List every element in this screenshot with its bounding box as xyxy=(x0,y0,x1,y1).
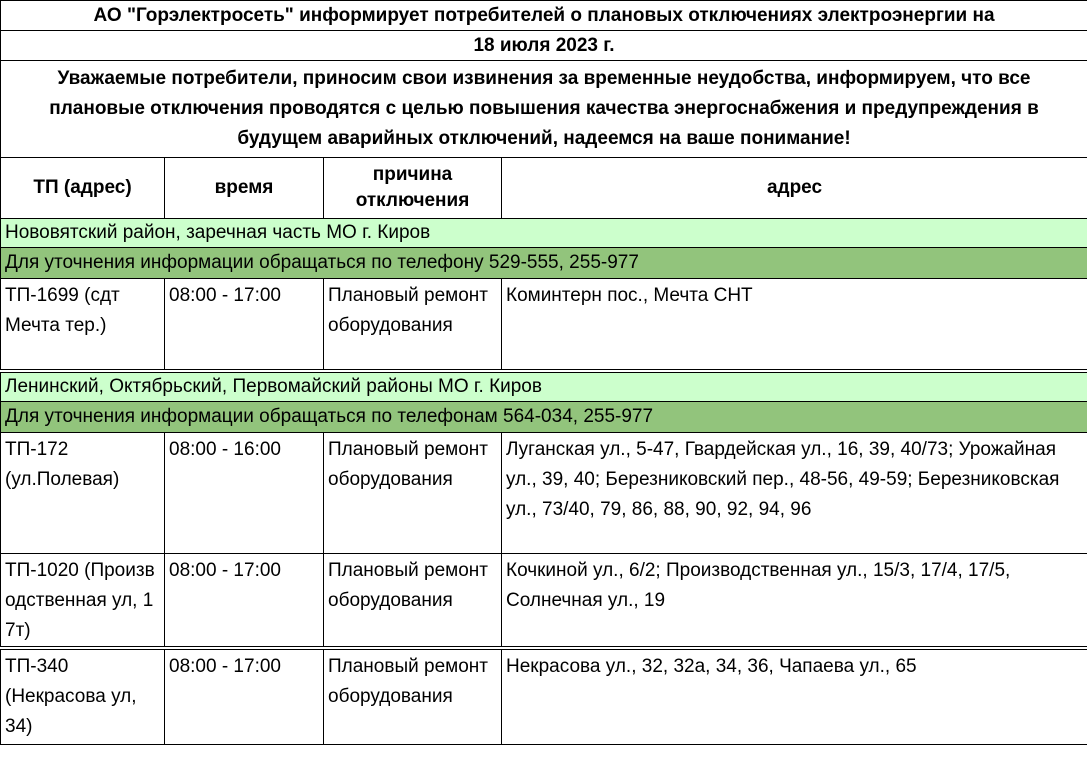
time-cell: 08:00 - 17:00 xyxy=(165,648,324,745)
district-row xyxy=(1,219,1087,248)
column-header-address: адрес xyxy=(502,158,1087,219)
page-title: АО "Горэлектросеть" информирует потребителей о плановых отключениях электроэнергии на xyxy=(1,1,1087,31)
tp-cell: ТП-1699 (сдт Мечта тер.) xyxy=(1,279,165,372)
title-row-1 xyxy=(1,1,1087,31)
tp-cell: ТП-340 (Некрасова ул, 34) xyxy=(1,648,165,745)
reason-cell: Плановый ремонт оборудования xyxy=(324,279,502,372)
reason-cell: Плановый ремонт оборудования xyxy=(324,554,502,649)
time-cell: 08:00 - 17:00 xyxy=(165,279,324,372)
district-label: Ленинский, Октябрьский, Первомайский районы МО г. Киров xyxy=(1,371,1087,402)
address-cell: Луганская ул., 5-47, Гвардейская ул., 16, 39, 40/73; Урожайная ул., 39, 40; Березниковский пер., 48-56, 49-59; Березниковская ул., 73/40, 79, 86, 88, 90, 92, 94, 96 xyxy=(502,433,1087,554)
phone-info: Для уточнения информации обращаться по телефону 529-555, 255-977 xyxy=(1,248,1087,279)
phone-row xyxy=(1,248,1087,279)
district-row xyxy=(1,371,1087,402)
address-cell: Некрасова ул., 32, 32а, 34, 36, Чапаева ул., 65 xyxy=(502,648,1087,745)
reason-cell: Плановый ремонт оборудования xyxy=(324,433,502,554)
notice-row xyxy=(1,61,1087,158)
page-date: 18 июля 2023 г. xyxy=(1,31,1087,61)
title-row-2 xyxy=(1,31,1087,61)
column-header-time: время xyxy=(165,158,324,219)
notice-text: Уважаемые потребители, приносим свои извинения за временные неудобства, информируем, что все плановые отключения проводятся с целью повышения качества энергоснабжения и предупреждения в будущем аварийных отключений, надеемся на ваше понимание! xyxy=(1,61,1087,158)
time-cell: 08:00 - 16:00 xyxy=(165,433,324,554)
table-row xyxy=(1,648,1087,745)
column-header-reason: причина отключения xyxy=(324,158,502,219)
phone-row xyxy=(1,402,1087,433)
phone-info: Для уточнения информации обращаться по телефонам 564-034, 255-977 xyxy=(1,402,1087,433)
reason-cell: Плановый ремонт оборудования xyxy=(324,648,502,745)
table-row xyxy=(1,279,1087,372)
table-row xyxy=(1,433,1087,554)
column-header-tp: ТП (адрес) xyxy=(1,158,165,219)
address-cell: Коминтерн пос., Мечта СНТ xyxy=(502,279,1087,372)
tp-cell: ТП-172 (ул.Полевая) xyxy=(1,433,165,554)
time-cell: 08:00 - 17:00 xyxy=(165,554,324,649)
district-label: Нововятский район, заречная часть МО г. Киров xyxy=(1,219,1087,248)
header-row xyxy=(1,158,1087,219)
table-row xyxy=(1,554,1087,649)
tp-cell: ТП-1020 (Производственная ул, 17т) xyxy=(1,554,165,649)
address-cell: Кочкиной ул., 6/2; Производственная ул., 15/3, 17/4, 17/5, Солнечная ул., 19 xyxy=(502,554,1087,649)
